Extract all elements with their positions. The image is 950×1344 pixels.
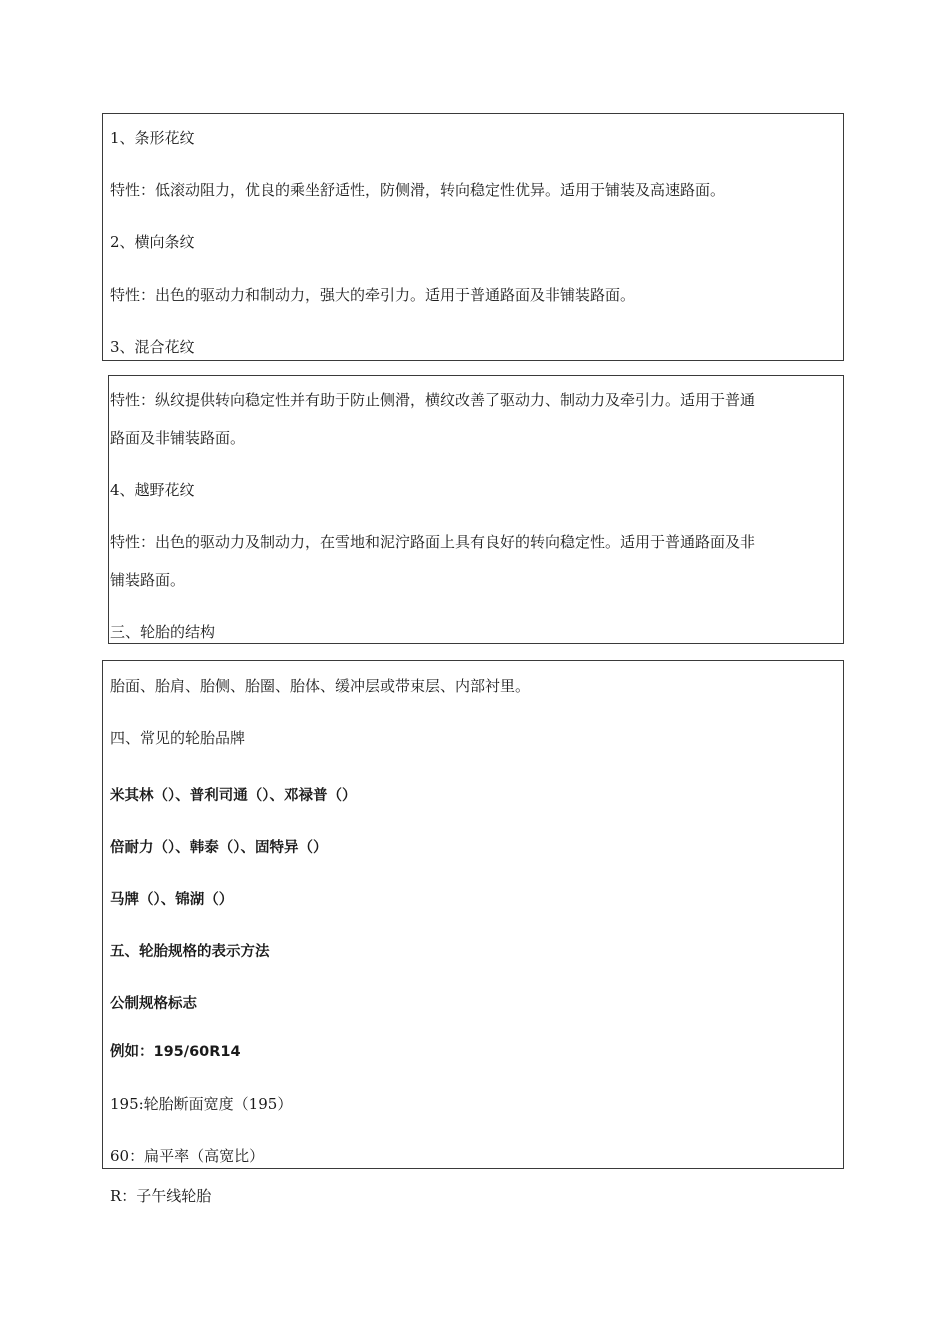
content-box-2 — [108, 375, 844, 644]
text-aspect-ratio: 60：扁平率（高宽比） — [110, 1147, 265, 1165]
heading-stripe-pattern: 1、条形花纹 — [110, 129, 195, 147]
text-stripe-characteristics: 特性：低滚动阻力，优良的乘坐舒适性，防侧滑，转向稳定性优异。适用于铺装及高速路面。 — [110, 181, 726, 199]
text-transverse-characteristics: 特性：出色的驱动力和制动力，强大的牵引力。适用于普通路面及非铺装路面。 — [110, 286, 636, 304]
brand-list-row-3: 马牌（）、锦湖（） — [110, 892, 234, 908]
section-heading-tire-spec: 五、轮胎规格的表示方法 — [110, 944, 270, 960]
text-mixed-characteristics-cont: 路面及非铺装路面。 — [110, 429, 246, 447]
text-spec-example: 例如：195/60R14 — [110, 1044, 241, 1060]
text-tire-structure: 胎面、胎肩、胎侧、胎圈、胎体、缓冲层或带束层、内部衬里。 — [110, 677, 531, 695]
heading-offroad-pattern: 4、越野花纹 — [110, 481, 195, 499]
text-mixed-characteristics: 特性：纵纹提供转向稳定性并有助于防止侧滑，横纹改善了驱动力、制动力及牵引力。适用于普通 — [110, 391, 756, 409]
heading-mixed-pattern: 3、混合花纹 — [110, 338, 195, 356]
text-offroad-characteristics: 特性：出色的驱动力及制动力，在雪地和泥泞路面上具有良好的转向稳定性。适用于普通路面及非 — [110, 533, 756, 551]
text-section-width: 195:轮胎断面宽度（195） — [110, 1095, 293, 1113]
text-offroad-characteristics-cont: 铺装路面。 — [110, 571, 186, 589]
section-heading-tire-brands: 四、常见的轮胎品牌 — [110, 729, 246, 747]
text-radial-tire: R：子午线轮胎 — [110, 1187, 212, 1205]
content-box-1 — [102, 113, 844, 361]
brand-list-row-2: 倍耐力（）、韩泰（）、固特异（） — [110, 840, 328, 856]
brand-list-row-1: 米其林（）、普利司通（）、邓禄普（） — [110, 788, 357, 804]
heading-transverse-pattern: 2、横向条纹 — [110, 233, 195, 251]
section-heading-tire-structure: 三、轮胎的结构 — [110, 623, 216, 641]
heading-metric-spec: 公制规格标志 — [110, 996, 197, 1012]
